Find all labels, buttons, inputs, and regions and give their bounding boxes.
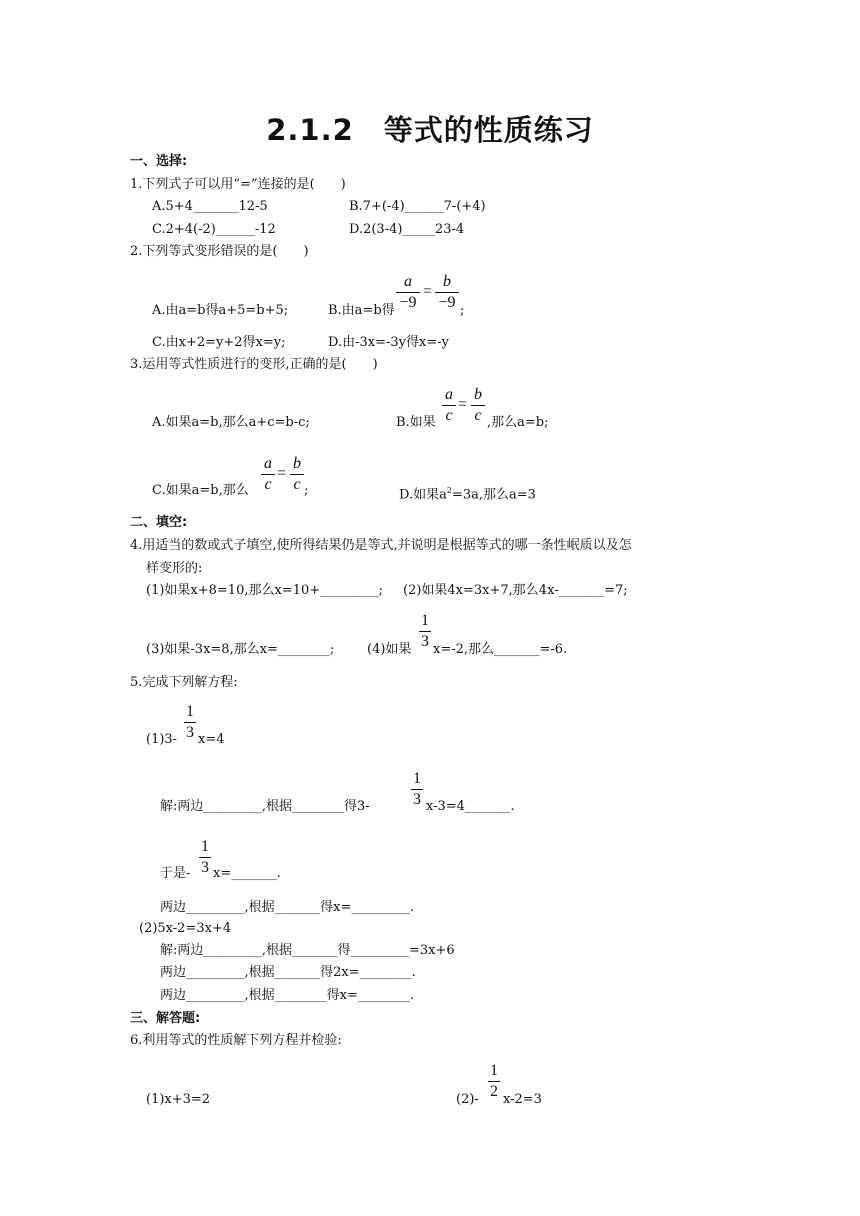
equals-sign: =: [423, 283, 433, 300]
question-2-option-c: C.由x+2=y+2得x=y;: [152, 335, 286, 350]
question-1-option-c: C.2+4(-2)______-12: [152, 222, 276, 237]
question-5-stem: 5.完成下列解方程:: [130, 675, 238, 690]
question-4-part-2: (2)如果4x=3x+7,那么4x-_______=7;: [403, 583, 628, 598]
fraction-numerator: 1: [186, 703, 194, 720]
question-4-part-3: (3)如果-3x=8,那么x=________;: [146, 642, 335, 657]
question-2-option-b-prefix: B.由a=b得: [328, 303, 395, 318]
question-3-option-c-suffix: ;: [304, 483, 309, 498]
question-5-solution-1-fraction: [411, 770, 423, 809]
fraction-numerator: b: [474, 386, 482, 403]
question-5-solution-1-line1-suffix: x-3=4_______.: [426, 799, 515, 814]
question-5-equation-1-prefix: (1)3-: [146, 732, 178, 747]
fraction-denominator: 3: [186, 724, 194, 741]
question-3-option-c-prefix: C.如果a=b,那么: [152, 483, 249, 498]
question-3-c-fraction-left: [261, 455, 275, 494]
fraction-numerator: 1: [490, 1062, 498, 1079]
question-3-b-fraction-left: [442, 386, 456, 425]
question-5-solution-2-line3: 两边_________,根据________得x=________.: [160, 988, 414, 1003]
fraction-denominator: 3: [421, 633, 429, 650]
fraction-denominator: c: [293, 476, 301, 493]
fraction-numerator: b: [443, 273, 451, 290]
question-6-part-2-suffix: x-2=3: [503, 1092, 542, 1107]
fraction-numerator: a: [445, 386, 453, 403]
superscript-exponent: 2: [446, 486, 452, 495]
question-5-solution-1-line2-prefix: 于是-: [160, 866, 191, 881]
fraction-bar: [396, 292, 420, 293]
question-2-option-b-suffix: ;: [460, 303, 465, 318]
fraction-bar: [419, 631, 431, 632]
question-3-option-a: A.如果a=b,那么a+c=b-c;: [152, 415, 310, 430]
fraction-bar: [290, 474, 304, 475]
question-3-option-b-suffix: ,那么a=b;: [487, 415, 549, 430]
fraction-bar: [442, 405, 456, 406]
equals-sign: =: [277, 465, 287, 482]
question-5-solution-1-line2-fraction: [199, 838, 211, 877]
fraction-bar: [435, 292, 459, 293]
question-3-b-fraction-right: [471, 386, 485, 425]
fraction-denominator: c: [445, 407, 453, 424]
question-2-option-a: A.由a=b得a+5=b+5;: [152, 303, 289, 318]
question-5-solution-1-line2-suffix: x=_______.: [213, 866, 281, 881]
page-title: 2.1.2 等式的性质练习: [266, 113, 594, 147]
option-d-prefix: D.如果a: [399, 487, 447, 503]
question-1-stem: 1.下列式子可以用“=”连接的是( ): [130, 177, 346, 192]
fraction-numerator: b: [293, 455, 301, 472]
fraction-denominator: c: [264, 476, 272, 493]
section-heading-answer: 三、解答题:: [130, 1011, 201, 1026]
question-2-fraction-right: [435, 273, 459, 312]
fraction-bar: [471, 405, 485, 406]
question-6-stem: 6.利用等式的性质解下列方程并检验:: [130, 1033, 342, 1048]
question-3-option-b-prefix: B.如果: [396, 415, 436, 430]
question-4-part-4-suffix: x=-2,那么_______=-6.: [433, 642, 568, 657]
question-5-solution-1-line3: 两边_________,根据_______得x=_________.: [160, 900, 414, 915]
equals-sign: =: [458, 396, 468, 413]
question-5-equation-1-fraction: [184, 703, 196, 742]
question-5-solution-2-line1: 解:两边_________,根据_______得_________=3x+6: [160, 943, 455, 958]
fraction-denominator: −9: [438, 294, 456, 311]
question-6-part-2-prefix: (2)-: [456, 1092, 479, 1107]
fraction-denominator: 2: [490, 1083, 498, 1100]
question-2-stem: 2.下列等式变形错误的是( ): [130, 244, 309, 259]
question-2-fraction-left: [396, 273, 420, 312]
question-4-part-4-prefix: (4)如果: [367, 642, 412, 657]
question-5-solution-2-line2: 两边_________,根据_______得2x=________.: [160, 965, 416, 980]
fraction-numerator: a: [404, 273, 412, 290]
fraction-bar: [411, 789, 423, 790]
fraction-denominator: −9: [399, 294, 417, 311]
question-4-stem-line2: 样变形的:: [146, 561, 203, 576]
question-1-option-d: D.2(3-4)_____23-4: [349, 222, 465, 237]
fraction-bar: [184, 722, 196, 723]
fraction-denominator: 3: [201, 859, 209, 876]
question-3-stem: 3.运用等式性质进行的变形,正确的是( ): [130, 357, 378, 372]
question-5-solution-1-line1-prefix: 解:两边_________,根据________得3-: [160, 799, 370, 814]
question-1-option-a: A.5+4_______12-5: [152, 199, 268, 214]
question-6-fraction: [488, 1062, 500, 1101]
question-6-part-1: (1)x+3=2: [146, 1092, 211, 1107]
fraction-numerator: 1: [421, 612, 429, 629]
question-3-c-fraction-right: [290, 455, 304, 494]
question-2-option-d: D.由-3x=-3y得x=-y: [328, 335, 449, 350]
question-5-equation-1-suffix: x=4: [198, 732, 225, 747]
fraction-denominator: c: [474, 407, 482, 424]
fraction-numerator: a: [264, 455, 272, 472]
question-1-option-b: B.7+(-4)______7-(+4): [349, 199, 486, 214]
fraction-denominator: 3: [413, 791, 421, 808]
question-4-stem-line1: 4.用适当的数或式子填空,使所得结果仍是等式,并说明是根据等式的哪一条性岷质以及怎: [130, 538, 632, 553]
fraction-bar: [261, 474, 275, 475]
option-d-suffix: =3a,那么a=3: [451, 487, 536, 503]
fraction-bar: [199, 857, 211, 858]
question-3-option-d: [399, 482, 536, 504]
question-4-fraction: [419, 612, 431, 651]
fraction-numerator: 1: [201, 838, 209, 855]
question-4-part-1: (1)如果x+8=10,那么x=10+_________;: [146, 583, 384, 598]
fraction-bar: [488, 1081, 500, 1082]
fraction-numerator: 1: [413, 770, 421, 787]
question-5-equation-2: (2)5x-2=3x+4: [139, 921, 232, 936]
section-heading-fill-in: 二、填空:: [130, 515, 188, 530]
section-heading-choice: 一、选择:: [130, 154, 188, 169]
